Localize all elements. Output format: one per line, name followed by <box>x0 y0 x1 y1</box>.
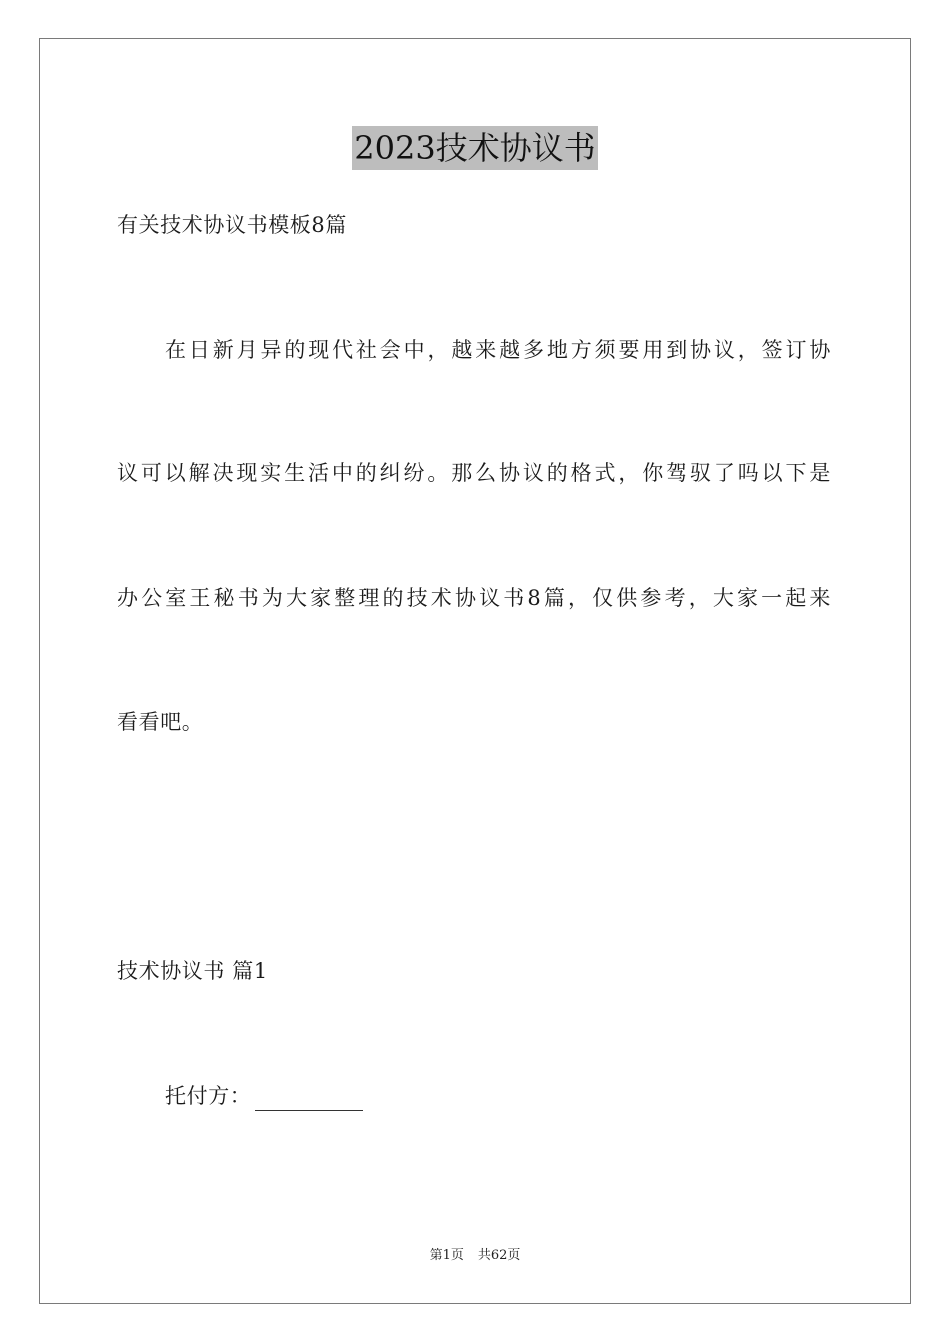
page-footer <box>0 1246 950 1266</box>
intro-line-1: 在日新月异的现代社会中，越来越多地方须要用到协议，签订协 <box>165 338 831 362</box>
intro-line-3: 办公室王秘书为大家整理的技术协议书8篇，仅供参考，大家一起来 <box>117 586 831 610</box>
field-label: 托付方： <box>165 1084 252 1108</box>
document-title: 2023技术协议书 <box>352 126 597 170</box>
field-row <box>165 1081 363 1111</box>
page-total: 共62页 <box>477 1248 521 1263</box>
title-container <box>0 126 950 170</box>
document-subtitle: 有关技术协议书模板8篇 <box>117 213 347 237</box>
page-current: 第1页 <box>429 1248 464 1263</box>
section-heading: 技术协议书 篇1 <box>117 959 268 983</box>
intro-line-4: 看看吧。 <box>117 710 204 734</box>
intro-line-2: 议可以解决现实生活中的纠纷。那么协议的格式，你驾驭了吗以下是 <box>117 461 831 485</box>
field-blank-line <box>255 1088 363 1111</box>
